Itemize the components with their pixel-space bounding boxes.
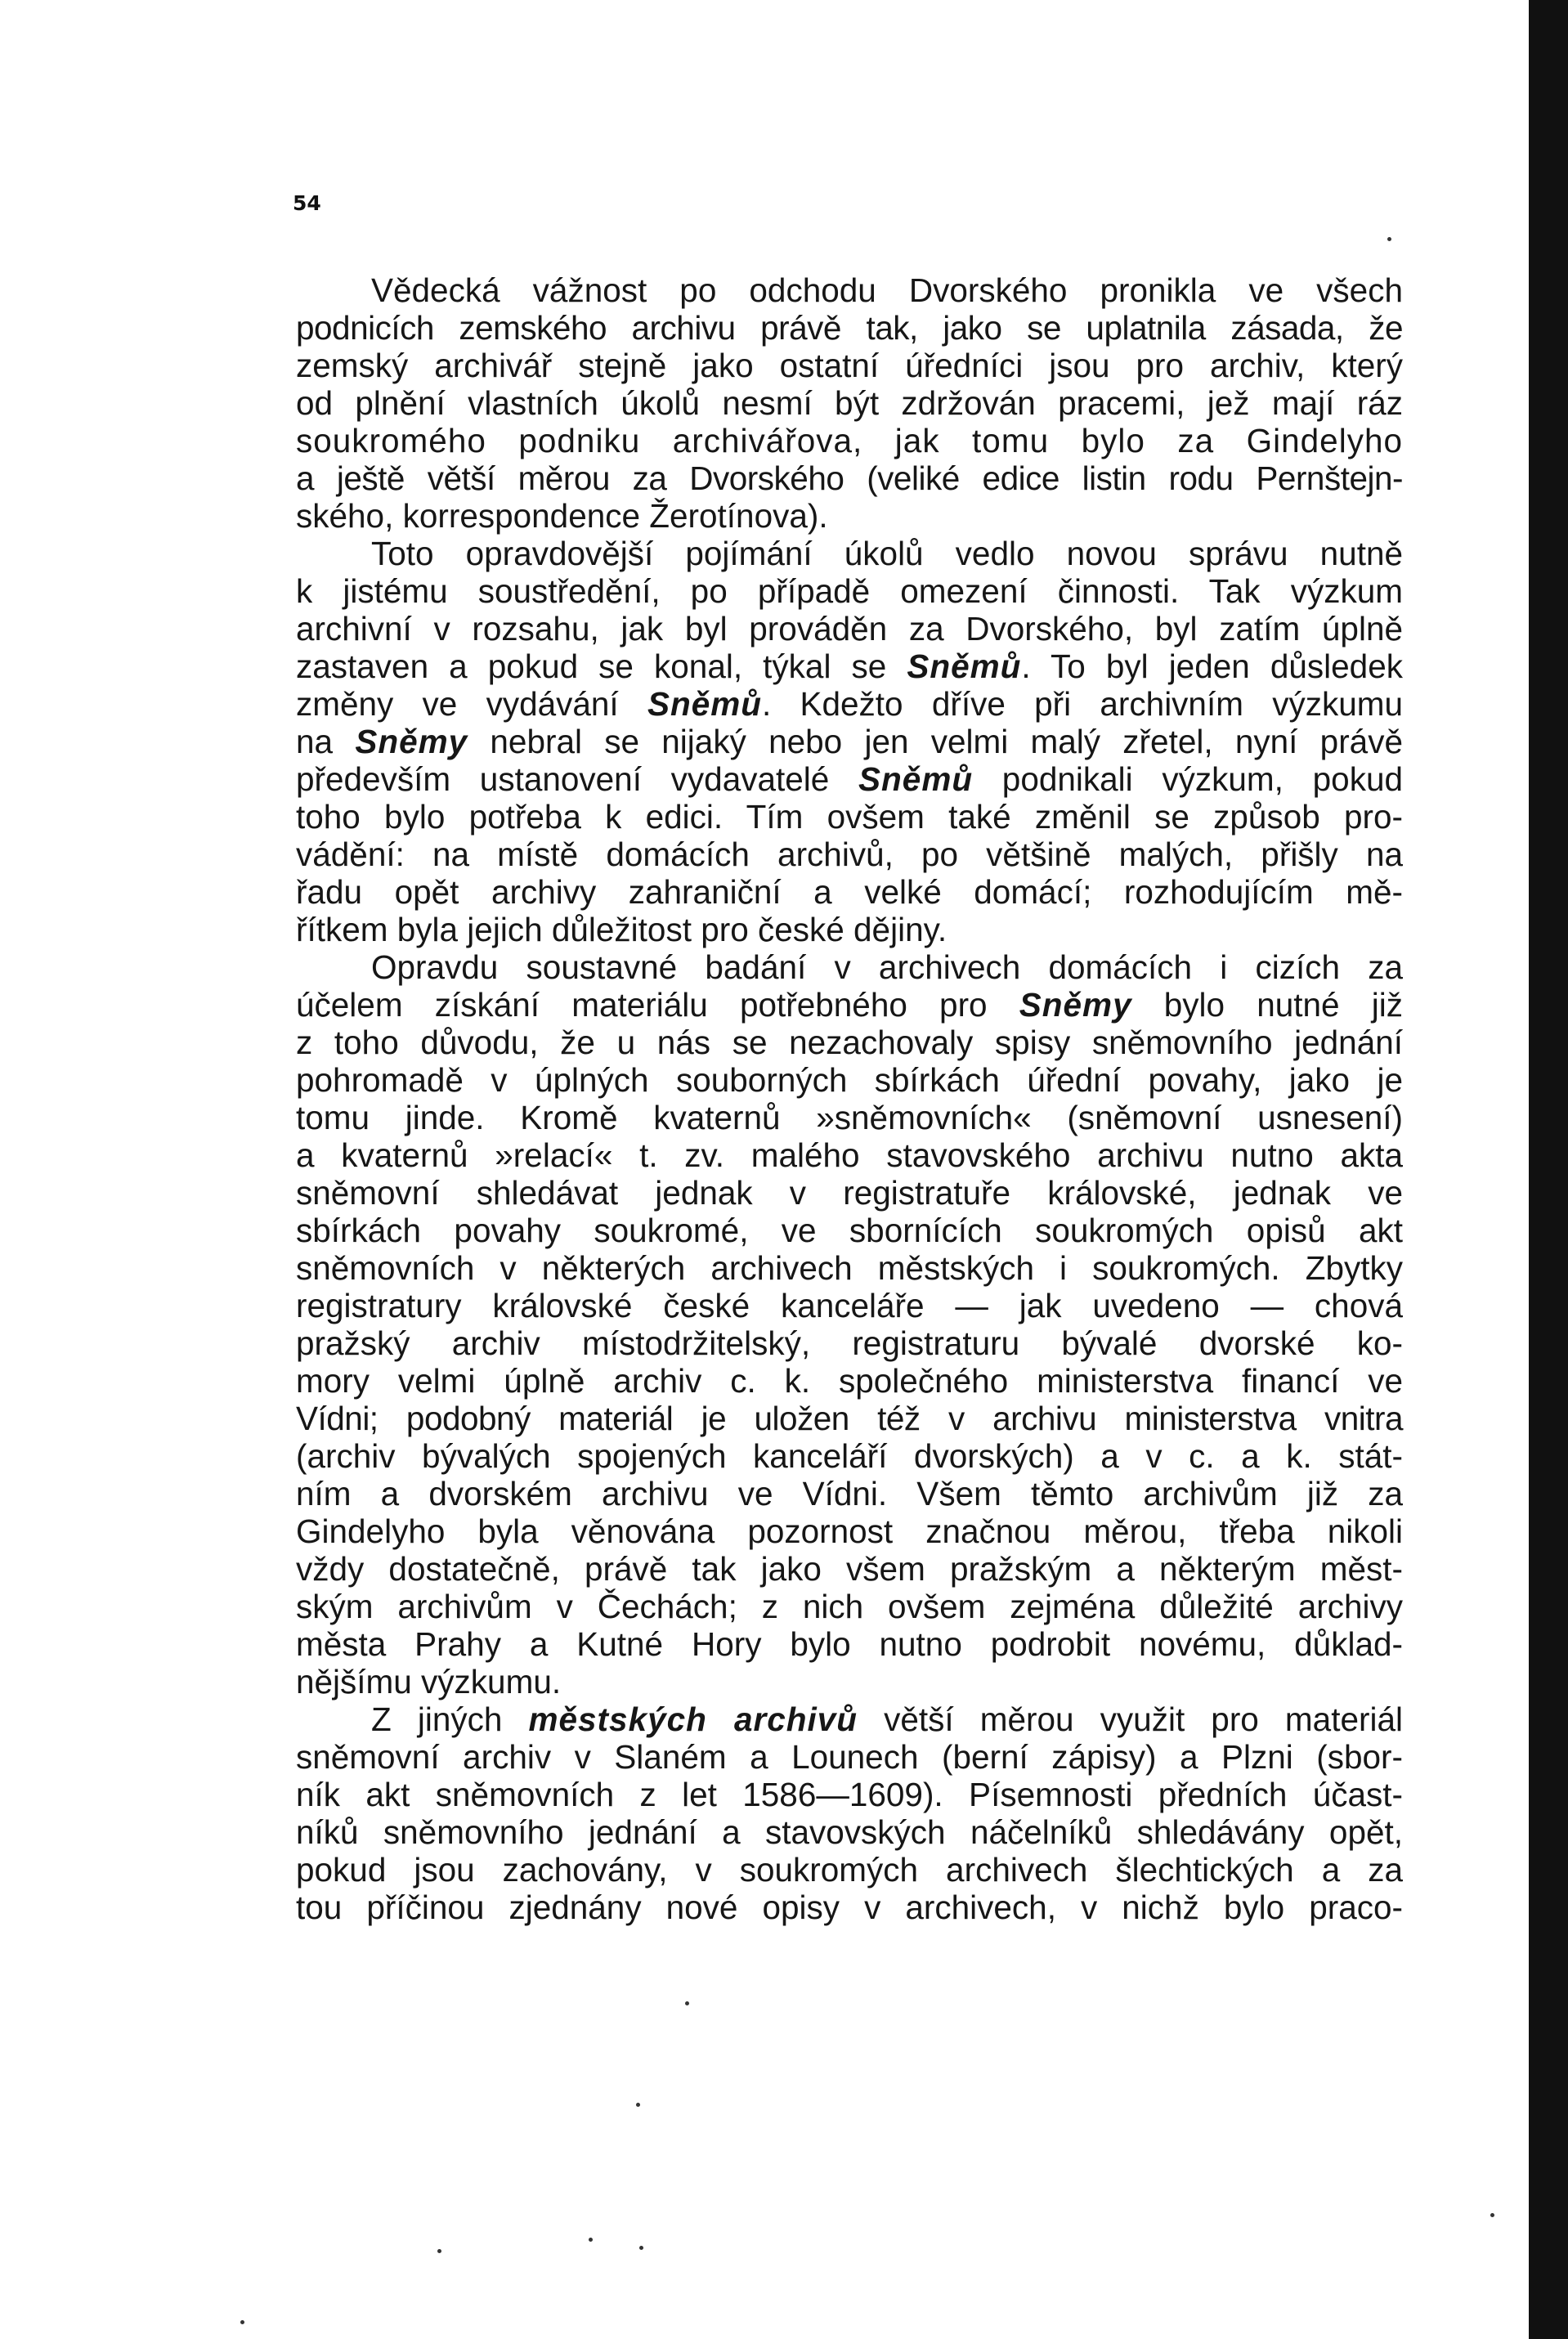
paragraph <box>296 271 1403 535</box>
text-line: registratury královské české kanceláře — jak uvedeno — chová <box>296 1287 1403 1324</box>
text-line: soukromého podniku archivářova, jak tomu bylo za Gindelyho <box>296 422 1403 459</box>
emphasis-snemu: Sněmů <box>858 760 974 798</box>
text-line: sněmovní shledávat jednak v registratuře královské, jednak ve <box>296 1174 1403 1212</box>
text-line: sněmovní archiv v Slaném a Lounech (berní zápisy) a Plzni (sbor- <box>296 1738 1403 1776</box>
text-line: pražský archiv místodržitelský, registraturu bývalé dvorské ko- <box>296 1324 1403 1362</box>
text-line: tomu jinde. Kromě kvaternů »sněmovních« (sněmovní usnesení) <box>296 1099 1403 1136</box>
text-line: řítkem byla jejich důležitost pro české dějiny. <box>296 911 948 948</box>
paragraph <box>296 1700 1403 1926</box>
text-line: vádění: na místě domácích archivů, po většině malých, přišly na <box>296 836 1403 873</box>
emphasis-snemu: Sněmů <box>647 685 762 723</box>
text-line: pohromadě v úplných souborných sbírkách úřední povahy, jako je <box>296 1061 1403 1099</box>
text-line: pokud jsou zachovány, v soukromých archivech šlechtických a za <box>296 1851 1403 1889</box>
scan-speck <box>685 2001 689 2005</box>
scan-speck <box>1490 2213 1494 2217</box>
scan-border <box>1529 0 1568 2339</box>
page-number: 54 <box>293 191 321 215</box>
text-line: účelem získání materiálu potřebného pro Sněmy bylo nutné již <box>296 986 1404 1024</box>
scan-speck <box>636 2103 640 2107</box>
text-line: z toho důvodu, že u nás se nezachovaly spisy sněmovního jednání <box>296 1024 1403 1061</box>
emphasis-mestskych-archivu: městských archivů <box>528 1700 858 1738</box>
text-line: změny ve vydávání Sněmů. Kdežto dříve při archivním výzkumu <box>296 685 1403 723</box>
text-line: sbírkách povahy soukromé, ve sbornících soukromých opisů akt <box>296 1212 1403 1249</box>
body-text <box>296 271 1403 1926</box>
text-line: mory velmi úplně archiv c. k. společného ministerstva financí ve <box>296 1362 1403 1400</box>
text-line: především ustanovení vydavatelé Sněmů podnikali výzkum, pokud <box>296 760 1403 798</box>
text-line: na Sněmy nebral se nijaký nebo jen velmi malý zřetel, nyní právě <box>296 723 1403 760</box>
text-line: ník akt sněmovních z let 1586—1609). Písemnosti předních účast- <box>296 1776 1403 1813</box>
emphasis-snemu: Sněmů <box>907 647 1022 685</box>
text-line: níků sněmovního jednání a stavovských náčelníků shledávány opět, <box>296 1813 1403 1851</box>
text-line: ského, korrespondence Žerotínova). <box>296 497 828 535</box>
text-line: ním a dvorském archivu ve Vídni. Všem těmto archivům již za <box>296 1475 1403 1512</box>
text-line: nějšímu výzkumu. <box>296 1663 562 1700</box>
text-line: toho bylo potřeba k edici. Tím ovšem také změnil se způsob pro- <box>296 798 1403 836</box>
text-line: a kvaternů »relací« t. zv. malého stavovského archivu nutno akta <box>296 1136 1403 1174</box>
text-line: archivní v rozsahu, jak byl prováděn za Dvorského, byl zatím úplně <box>296 610 1403 647</box>
scan-speck <box>1387 237 1391 241</box>
text-line: sněmovních v některých archivech městských i soukromých. Zbytky <box>296 1249 1403 1287</box>
text-line: Z jiných městských archivů větší měrou využit pro materiál <box>371 1700 1403 1738</box>
text-line: zemský archivář stejně jako ostatní úředníci jsou pro archiv, který <box>296 347 1403 384</box>
scan-speck <box>639 2246 643 2250</box>
scan-speck <box>437 2249 441 2253</box>
emphasis-snemy: Sněmy <box>1019 986 1132 1024</box>
text-line: Vídni; podobný materiál je uložen též v archivu ministerstva vnitra <box>296 1400 1403 1437</box>
text-line: města Prahy a Kutné Hory bylo nutno podrobit novému, důklad- <box>296 1625 1403 1663</box>
text-line: zastaven a pokud se konal, týkal se Sněmů. To byl jeden důsledek <box>296 647 1403 685</box>
text-line: tou příčinou zjednány nové opisy v archivech, v nichž bylo praco- <box>296 1889 1403 1926</box>
text-line: Opravdu soustavné badání v archivech domácích i cizích za <box>371 948 1403 986</box>
paragraph <box>296 535 1403 948</box>
text-line: podnicích zemského archivu právě tak, jako se uplatnila zásada, že <box>296 309 1403 347</box>
scan-speck <box>589 2238 593 2242</box>
text-line: řadu opět archivy zahraniční a velké domácí; rozhodujícím mě- <box>296 873 1403 911</box>
text-line: od plnění vlastních úkolů nesmí být zdržován pracemi, jež mají ráz <box>296 384 1403 422</box>
text-line: ským archivům v Čechách; z nich ovšem zejména důležité archivy <box>296 1588 1403 1625</box>
paragraph <box>296 948 1403 1700</box>
text-line: k jistému soustředění, po případě omezení činnosti. Tak výzkum <box>296 572 1403 610</box>
scan-speck <box>240 2320 244 2324</box>
text-line: a ještě větší měrou za Dvorského (veliké edice listin rodu Pernštejn- <box>296 459 1403 497</box>
text-line: Vědecká vážnost po odchodu Dvorského pronikla ve všech <box>371 271 1403 309</box>
text-line: Gindelyho byla věnována pozornost značnou měrou, třeba nikoli <box>296 1512 1403 1550</box>
text-line: Toto opravdovější pojímání úkolů vedlo novou správu nutně <box>371 535 1403 572</box>
emphasis-snemy: Sněmy <box>355 723 468 760</box>
text-line: (archiv bývalých spojených kanceláří dvorských) a v c. a k. stát- <box>296 1437 1403 1475</box>
text-line: vždy dostatečně, právě tak jako všem pražským a některým měst- <box>296 1550 1403 1588</box>
